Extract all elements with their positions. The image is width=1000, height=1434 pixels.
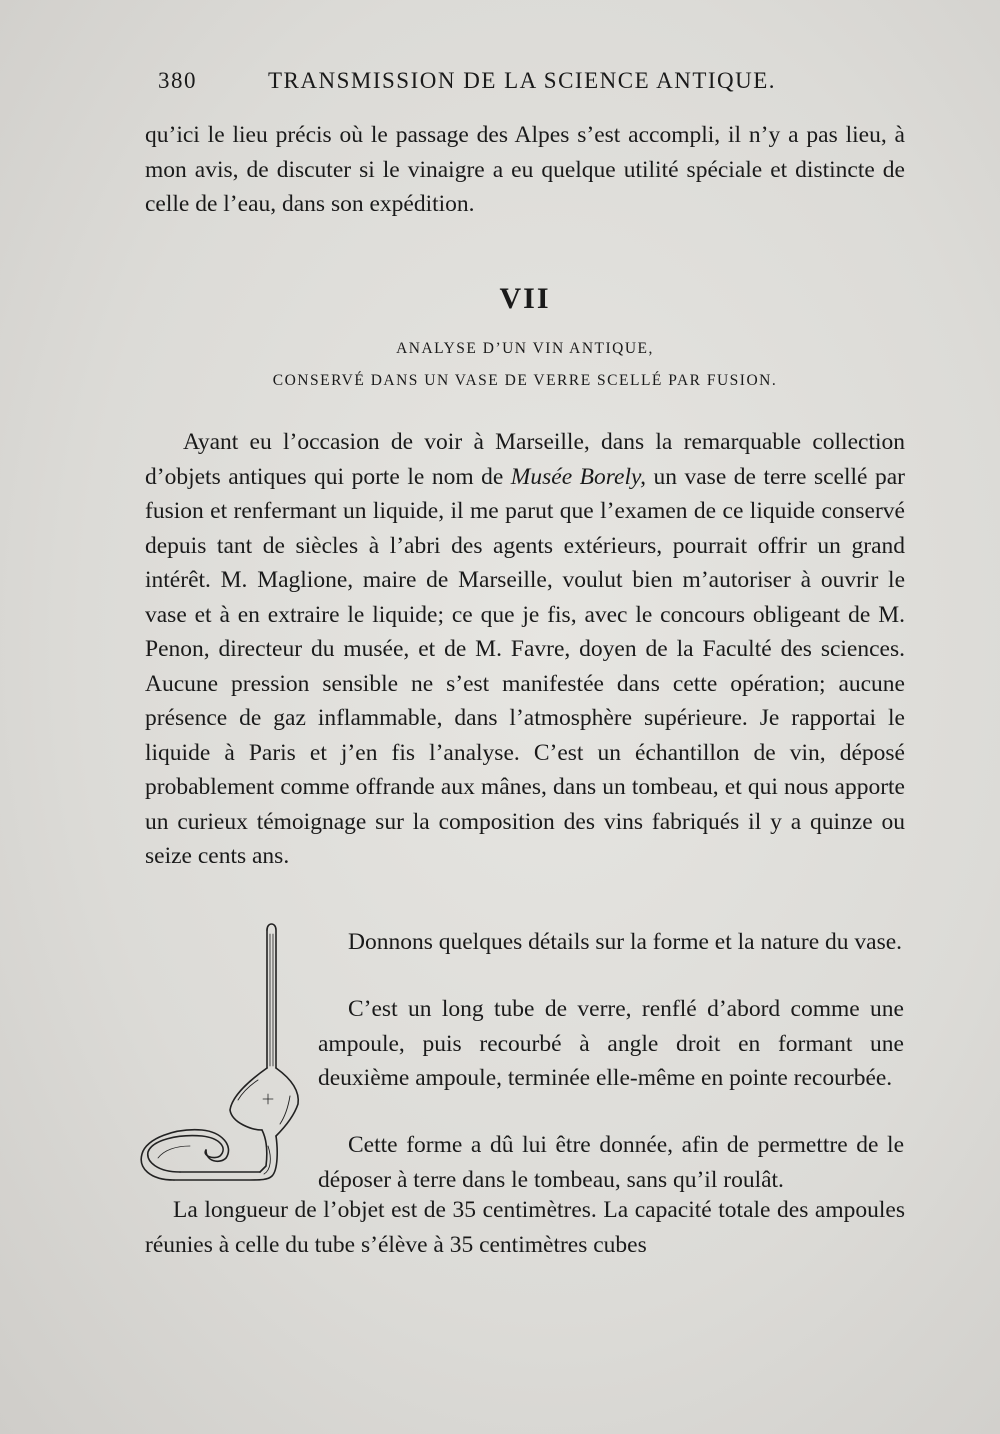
glass-vase-illustration <box>140 918 310 1188</box>
paragraph-main-rest: un vase de terre scellé par fusion et renfermant un liquide, il me parut que l’examen de ce liquide conservé depuis tant de siècles à l’abri des agents extérieurs, pourrait offrir un grand intérêt. M. Maglione, maire de Marseille, voulut bien m’autoriser à ouvrir le vase et à en extraire le liquide; ce que je fis, avec le concours obligeant de M. Penon, directeur du musée, et de M. Favre, doyen de la Faculté des sciences. Aucune pression sensible ne s’est manifestée dans cette opération; aucune présence de gaz inflammable, dans l’atmosphère supérieure. Je rapportai le liquide à Paris et j’en fis l’analyse. C’est un échantillon de vin, déposé probablement comme offrande aux mânes, dans un tombeau, et qui nous apporte un curieux témoignage sur la composition des vins fabriqués il y a quinze ou seize cents ans. <box>145 463 905 869</box>
section-title-line1: ANALYSE D’UN VIN ANTIQUE, <box>396 340 654 357</box>
side-paragraph-3: Cette forme a dû lui être donnée, afin de permettre de le déposer à terre dans le tombeau, sans qu’il roulât. <box>318 1132 904 1193</box>
page-number: 380 <box>158 68 197 93</box>
running-title: TRANSMISSION DE LA SCIENCE ANTIQUE. <box>268 68 777 93</box>
page-header <box>158 68 898 104</box>
paragraph-final: La longueur de l’objet est de 35 centimètres. La capacité totale des ampoules réunies à celle du tube s’élève à 35 centimètres cubes <box>145 1197 905 1258</box>
side-paragraph-1: Donnons quelques détails sur la forme et la nature du vase. <box>348 929 903 955</box>
section-number: VII <box>499 282 551 315</box>
museum-name: Musée Borely, <box>510 463 646 490</box>
paragraph-main-start: Ayant eu l’occasion de voir à Marseille, dans la remarquable collection d’objets antiques qui porte le nom de <box>145 429 905 490</box>
side-paragraph-2: C’est un long tube de verre, renflé d’abord comme une ampoule, puis recourbé à angle droit en formant une deuxième ampoule, terminée elle-même en pointe recourbée. <box>318 996 904 1091</box>
paragraph-intro: qu’ici le lieu précis où le passage des Alpes s’est accompli, il n’y a pas lieu, à mon avis, de discuter si le vinaigre a eu quelque utilité spéciale et distincte de celle de l’eau, dans son expédition. <box>145 122 905 217</box>
paragraph-main <box>145 425 905 874</box>
section-title-line2: CONSERVÉ DANS UN VASE DE VERRE SCELLÉ PAR FUSION. <box>272 372 778 389</box>
